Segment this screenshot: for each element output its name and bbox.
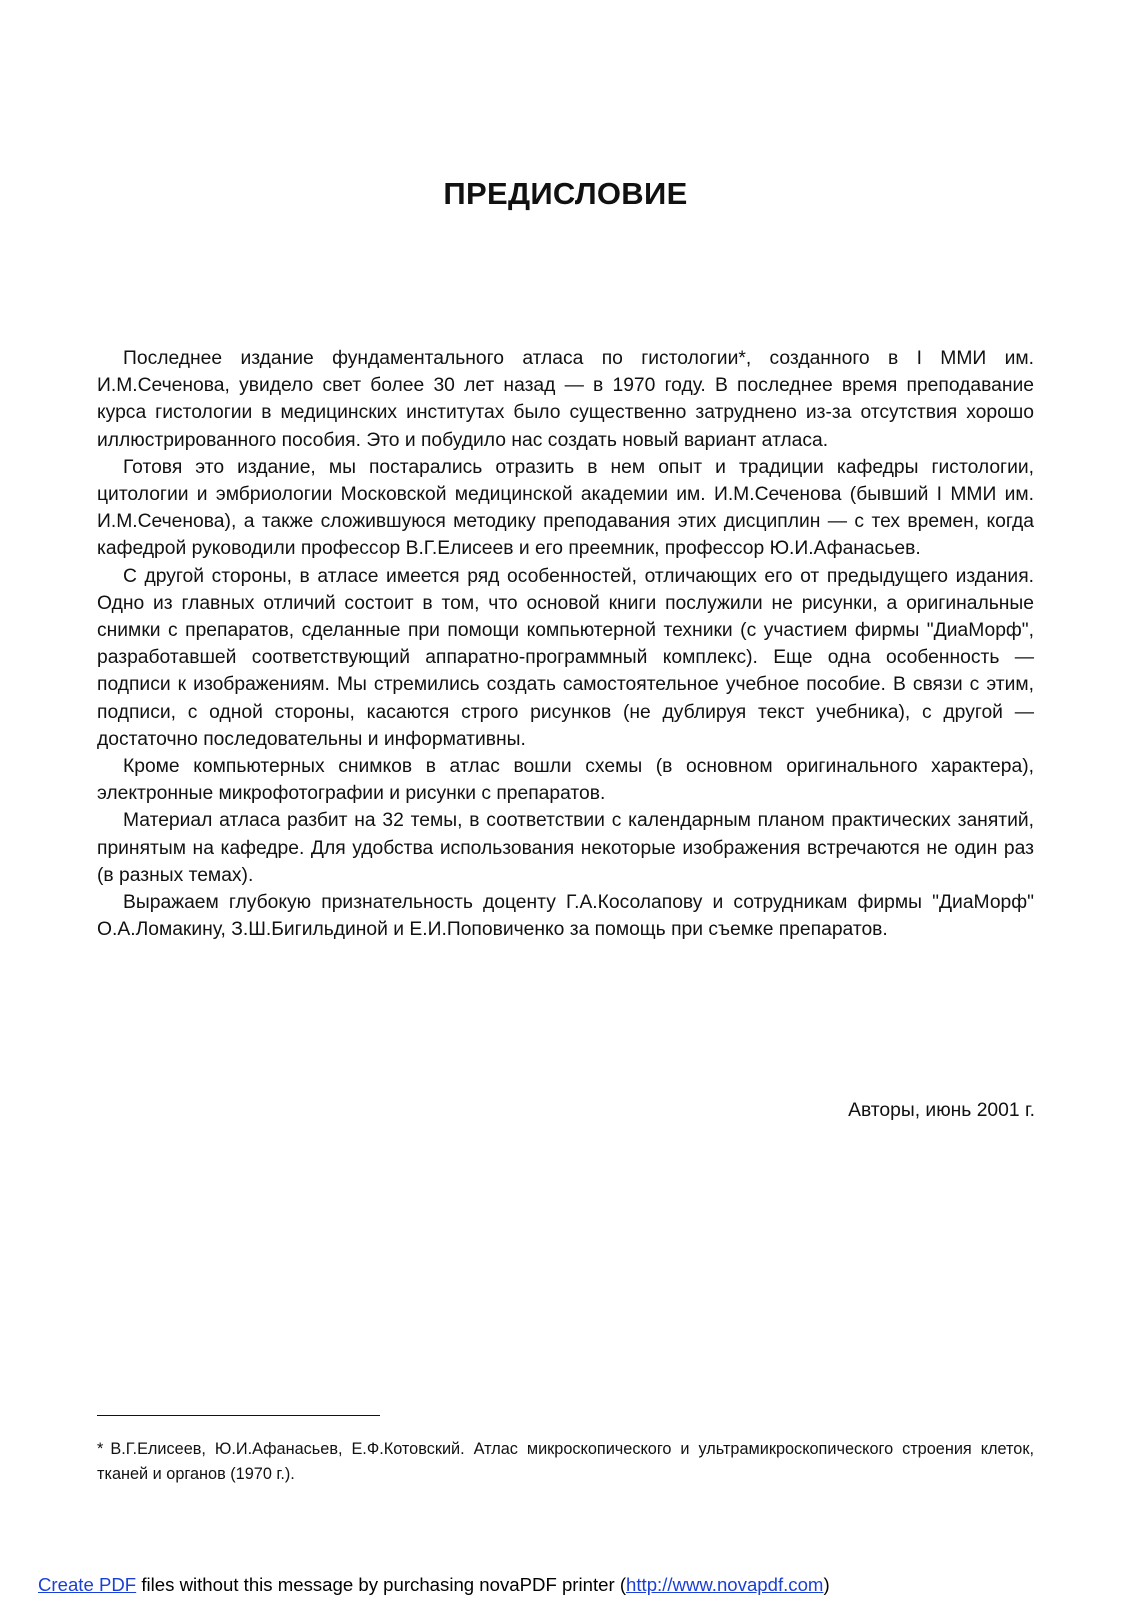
paragraph-6: Выражаем глубокую признательность доценту Г.А.Косолапову и сотрудникам фирмы "ДиаМорф" О.А.Ломакину, З.Ш.Бигильдиной и Е.И.Поповиченко за помощь при съемке препаратов. [97,892,1034,941]
paragraph-5: Материал атласа разбит на 32 темы, в соответствии с календарным планом практических занятий, принятым на кафедре. Для удобства использования некоторые изображения встречаются не один раз (в разных темах). [97,810,1034,886]
novapdf-url-link[interactable]: http://www.novapdf.com [626,1574,824,1595]
authors-signature: Авторы, июнь 2001 г. [848,1100,1035,1121]
page-title: ПРЕДИСЛОВИЕ [443,176,688,211]
paragraph-4: Кроме компьютерных снимков в атлас вошли схемы (в основном оригинального характера), электронные микрофотографии и рисунки с препаратов. [97,756,1034,805]
footnote-divider [97,1415,380,1416]
banner-middle-text: files without this message by purchasing novaPDF printer ( [136,1574,627,1595]
preface-body [97,345,1034,943]
pdf-watermark-banner [38,1574,830,1596]
paragraph-1: Последнее издание фундаментального атласа по гистологии*, созданного в I ММИ им. И.М.Сеченова, увидело свет более 30 лет назад — в 1970 году. В последнее время преподавание курса гистологии в медицинских институтах было существенно затруднено из-за отсутствия хорошо иллюстрированного пособия. Это и побудило нас создать новый вариант атласа. [97,348,1034,451]
paragraph-2: Готовя это издание, мы постарались отразить в нем опыт и традиции кафедры гистологии, цитологии и эмбриологии Московской медицинской академии им. И.М.Сеченова (бывший I ММИ им. И.М.Сеченова), а также сложившуюся методику преподавания этих дисциплин — с тех времен, когда кафедрой руководили профессор В.Г.Елисеев и его преемник, профессор Ю.И.Афанасьев. [97,456,1034,560]
create-pdf-link[interactable]: Create PDF [38,1574,137,1595]
footnote-text: В.Г.Елисеев, Ю.И.Афанасьев, Е.Ф.Котовский. Атлас микроскопического и ультрамикроскопического строения клеток, тканей и органов (1970 г.). [97,1440,1034,1483]
banner-end-text: ) [823,1574,830,1595]
footnote [97,1437,1034,1487]
footnote-marker: * [97,1440,104,1458]
paragraph-3: С другой стороны, в атласе имеется ряд особенностей, отличающих его от предыдущего издания. Одно из главных отличий состоит в том, что основой книги послужили не рисунки, а оригинальные снимки с препаратов, сделанные при помощи компьютерной техники (с участием фирмы "ДиаМорф", разработавшей соответствующий аппаратно-программный комплекс). Еще одна особенность — подписи к изображениям. Мы стремились создать самостоятельное учебное пособие. В связи с этим, подписи, с одной стороны, касаются строго рисунков (не дублируя текст учебника), с другой — достаточно последовательны и информативны. [97,565,1034,750]
